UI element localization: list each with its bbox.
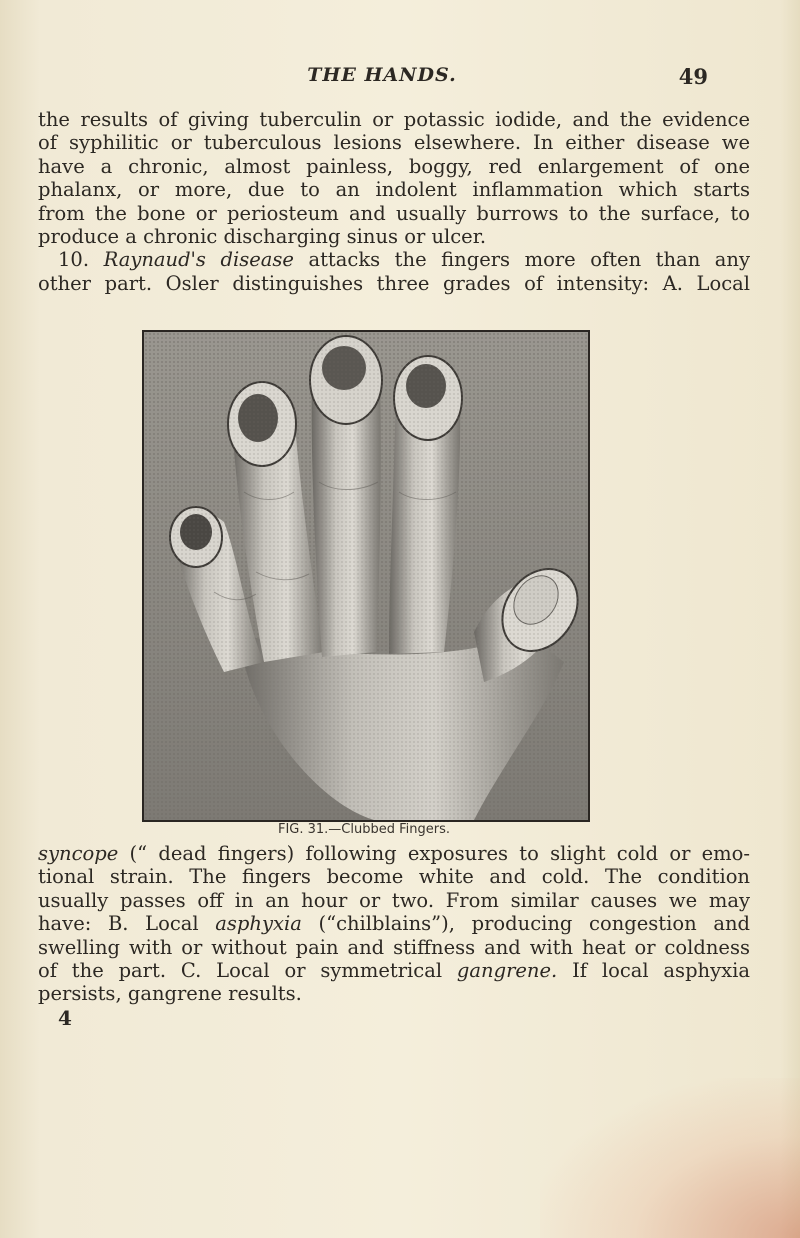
text-line: persists, gangrene results. <box>38 982 302 1006</box>
text-line <box>38 912 750 935</box>
item-10-text: attacks the fingers more often than any <box>308 248 750 272</box>
figure-caption: FIG. 31.—Clubbed Fingers. <box>277 822 451 837</box>
text-line <box>38 959 750 982</box>
item-10-number: 10. <box>58 248 90 272</box>
raynauds-disease-term: Raynaud's disease <box>103 248 294 272</box>
text-line: phalanx, or more, due to an indolent inflammation which starts <box>38 178 750 202</box>
page-number: 49 <box>678 64 708 89</box>
text-fragment: (“chilblains”), producing congestion and <box>318 912 750 936</box>
text-line: have a chronic, almost painless, boggy, red enlargement of one <box>38 154 750 178</box>
text-fragment: of the part. C. Local or symmetrical <box>38 958 443 982</box>
text-line: tional strain. The fingers become white and cold. The condition <box>38 865 750 889</box>
signature-mark: 4 <box>58 1006 72 1030</box>
running-head <box>62 64 708 92</box>
clubbed-fingers-photo <box>142 330 590 822</box>
text-line: from the bone or periosteum and usually burrows to the surface, to <box>38 201 750 225</box>
text-line: other part. Osler distinguishes three grades of intensity: A. Local <box>38 271 750 295</box>
gangrene-term: gangrene. <box>456 958 558 982</box>
text-line <box>38 842 750 865</box>
syncope-term: syncope <box>38 842 119 865</box>
text-line: swelling with or without pain and stiffness and with heat or coldness <box>38 935 750 959</box>
text-fragment: have: B. Local <box>38 912 199 936</box>
text-line: the results of giving tuberculin or potassic iodide, and the evidence <box>38 108 750 131</box>
running-title: THE HANDS. <box>307 64 457 86</box>
text-fragment: If local asphyxia <box>572 958 750 982</box>
paragraph-bottom <box>38 842 750 1006</box>
item-10-line <box>38 248 750 271</box>
text-fragment: (“ dead fingers) following exposures to slight cold or emo- <box>129 842 750 865</box>
asphyxia-term: asphyxia <box>215 912 302 936</box>
hand-illustration <box>144 332 588 820</box>
paper-stain <box>540 1078 800 1238</box>
text-line: produce a chronic discharging sinus or ulcer. <box>38 224 487 248</box>
text-line: of syphilitic or tuberculous lesions elsewhere. In either disease we <box>38 131 750 155</box>
text-line: usually passes off in an hour or two. From similar causes we may <box>38 888 750 912</box>
paragraph-top <box>38 108 750 295</box>
